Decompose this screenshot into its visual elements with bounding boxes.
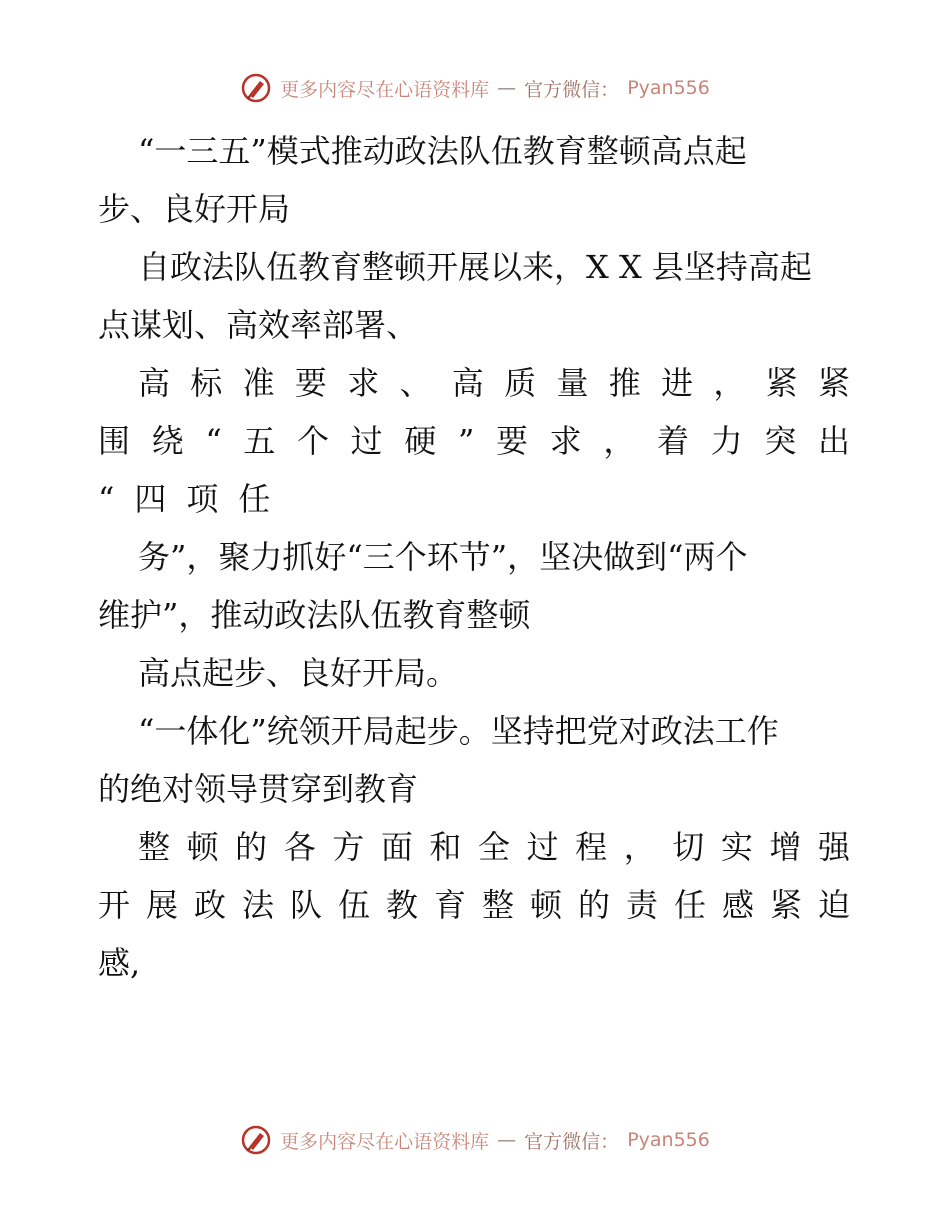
watermark-text: 更多内容尽在心语资料库 bbox=[280, 78, 490, 101]
doc-paragraph-line: 高点起步、良好开局。 bbox=[138, 654, 459, 692]
watermark-wechat-label: 官方微信： bbox=[524, 1130, 620, 1153]
doc-paragraph-line: 整顿的各方面和全过程，切实增强 bbox=[138, 828, 850, 866]
doc-title-line-2: 步、良好开局 bbox=[98, 190, 291, 228]
doc-paragraph-line: 自政法队伍教育整顿开展以来，X X 县坚持高起 bbox=[138, 248, 812, 286]
red-pen-logo-icon bbox=[240, 1124, 272, 1156]
doc-paragraph-line: 务”，聚力抓好“三个环节”，坚决做到“两个 bbox=[138, 538, 748, 576]
watermark-wechat-id: Pyan556 bbox=[627, 1129, 710, 1151]
doc-paragraph-line: 维护”，推动政法队伍教育整顿 bbox=[98, 596, 531, 634]
document-body bbox=[98, 122, 850, 992]
doc-title-line-1: “一三五”模式推动政法队伍教育整顿高点起 bbox=[138, 132, 747, 170]
watermark-wechat-id: Pyan556 bbox=[627, 77, 710, 99]
doc-paragraph-line: 点谋划、高效率部署、 bbox=[98, 306, 419, 344]
doc-paragraph-line: 感, bbox=[98, 944, 141, 982]
red-pen-logo-icon bbox=[240, 72, 272, 104]
watermark-wechat-label: 官方微信： bbox=[524, 78, 620, 101]
doc-paragraph-line: 围绕“五个过硬”要求，着力突出 bbox=[98, 422, 850, 460]
doc-paragraph-line: “一体化”统领开局起步。坚持把党对政法工作 bbox=[138, 712, 779, 750]
watermark-separator: — bbox=[497, 77, 517, 99]
header-watermark bbox=[0, 72, 950, 104]
watermark-text: 更多内容尽在心语资料库 bbox=[280, 1130, 490, 1153]
doc-paragraph-line: 开展政法队伍教育整顿的责任感紧迫 bbox=[98, 886, 850, 924]
doc-paragraph-line: 的绝对领导贯穿到教育 bbox=[98, 770, 419, 808]
doc-paragraph-line: 高标准要求、高质量推进，紧紧 bbox=[138, 364, 850, 402]
doc-paragraph-line: “四项任 bbox=[98, 480, 291, 518]
footer-watermark bbox=[0, 1124, 950, 1156]
watermark-separator: — bbox=[497, 1129, 517, 1151]
